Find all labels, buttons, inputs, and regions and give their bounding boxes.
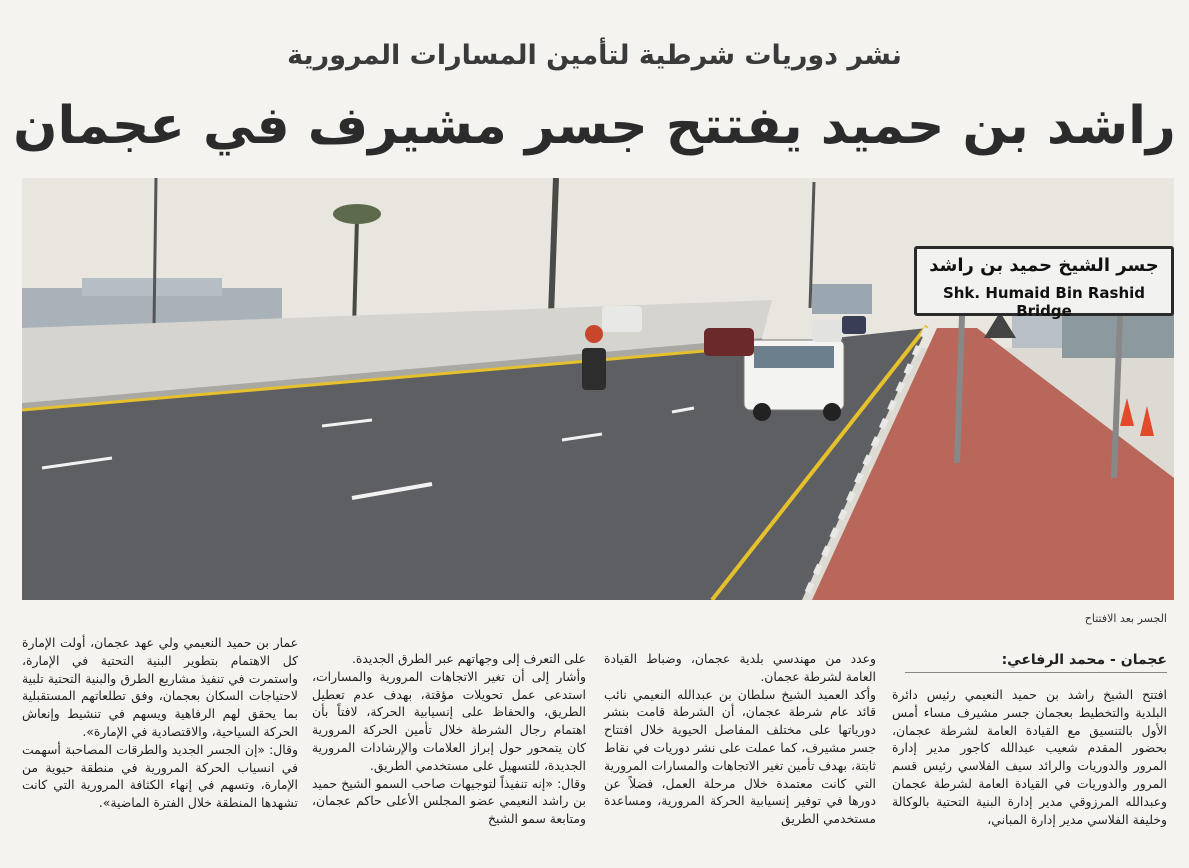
bridge-name-sign xyxy=(914,246,1174,320)
bridge-sign-arabic: جسر الشيخ حميد بن راشد xyxy=(929,255,1159,276)
paragraph: وقال: «إنه تنفيذاً لتوجيهات صاحب السمو الشيخ حميد بن راشد النعيمي عضو المجلس الأعلى حاكم عجمان، ومتابعة سمو الشيخ xyxy=(312,775,586,827)
article-byline: عجمان - محمد الرفاعي: xyxy=(905,652,1167,673)
article-headline: راشد بن حميد يفتتح جسر مشيرف في عجمان xyxy=(13,96,1176,156)
paragraph: عمار بن حميد النعيمي ولي عهد عجمان، أولت الإمارة كل الاهتمام بتطوير البنية التحتية في الإمارة، واستمرت في تنفيذ مشاريع الطرق والبنية التحتية تلبية لاحتياجات السكان بعجمان، وفق تطلعاتهم المستقبلية بما يحقق لهم الرفاهية ويسهم في تنشيط وإنعاش الحركة السياحية، والاقتصادية في الإمارة». xyxy=(22,635,298,739)
paragraph: وعدد من مهندسي بلدية عجمان، وضباط القيادة العامة لشرطة عجمان. xyxy=(604,651,876,684)
bridge-photo xyxy=(22,178,1174,600)
paragraph: على التعرف إلى وجهاتهم عبر الطرق الجديدة. xyxy=(351,651,586,666)
photo-caption: الجسر بعد الافتتاح xyxy=(1084,612,1167,625)
article-column-1 xyxy=(892,686,1167,828)
paragraph: وقال: «إن الجسر الجديد والطرقات المصاحبة أسهمت في انسياب الحركة المرورية في منطقة حيوية من الإمارة، وتسهم في إنهاء الكثافة المرورية التي كانت تشهدها المنطقة خلال الفترة الماضية». xyxy=(22,741,298,811)
article-column-3 xyxy=(312,650,586,828)
article-column-2 xyxy=(604,650,876,828)
paragraph: وأكد العميد الشيخ سلطان بن عبدالله النعيمي نائب قائد عام شرطة عجمان، أن الشرطة قامت بنشر دورياتها على مختلف المفاصل الحيوية خلال افتتاح جسر مشيرف، كما عملت على نشر دوريات في نقاط ثابتة، بهدف تأمين تغير الاتجاهات والمسارات المرورية التي كانت معتمدة خلال مرحلة العمل، فضلاً عن دورها في توفير إنسيابية الحركة المرورية، ومساعدة مستخدمي الطريق xyxy=(604,686,876,827)
bridge-scene-illustration xyxy=(22,178,1174,600)
article-kicker: نشر دوريات شرطية لتأمين المسارات المرورية xyxy=(287,40,902,71)
paragraph: افتتح الشيخ راشد بن حميد النعيمي رئيس دائرة البلدية والتخطيط بعجمان جسر مشيرف مساء أمس الأول بالتنسيق مع القيادة العامة لشرطة عجمان، بحضور المقدم شعيب عبدالله كاجور مدير إدارة المرور والدوريات والرائد سيف الفلاسي رئيس قسم المرور والدوريات في القيادة العامة لشرطة عجمان وعبدالله المرزوقي مدير إدارة البنية التحتية بالوكالة وخليفة الفلاسي مدير إدارة المباني، xyxy=(892,687,1167,827)
article-column-4 xyxy=(22,634,298,812)
paragraph: وأشار إلى أن تغير الاتجاهات المرورية والمسارات، استدعى عمل تحويلات مؤقتة، بهدف عدم تعطيل الطريق، والحفاظ على إنسيابية الحركة، لافتاً بأن اهتمام رجال الشرطة خلال تأمين الحركة المرورية كان يتمحور حول إبراز العلامات والإرشادات المرورية الجديدة، للتسهيل على مستخدمي الطريق. xyxy=(312,668,586,773)
bridge-sign-english: Shk. Humaid Bin Rashid Bridge xyxy=(942,284,1146,320)
